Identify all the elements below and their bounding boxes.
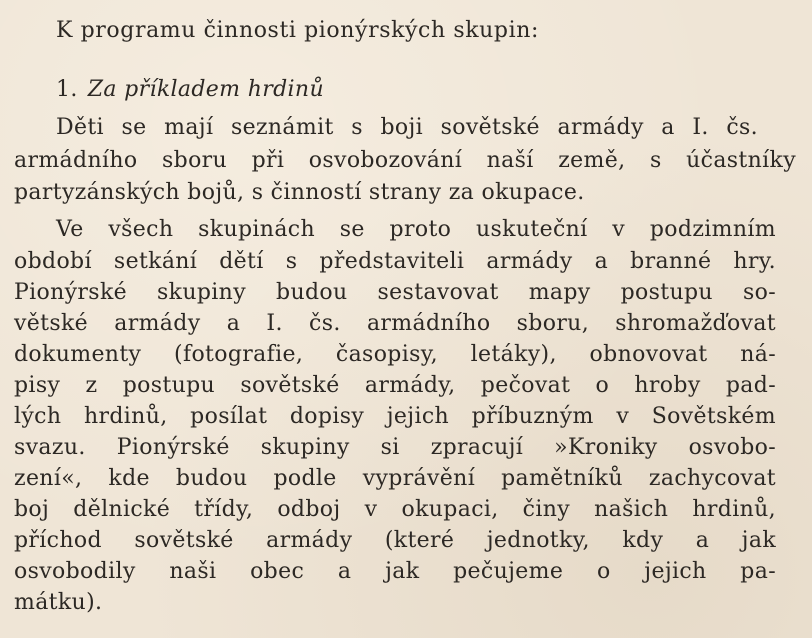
section-title [56, 75, 324, 105]
paragraph-1-line-1: Děti se mají seznámit s boji sovětské armády a I. čs. [56, 115, 758, 140]
paragraph-2-line-12: osvobodily naši obec a jak pečujeme o jejich pa- [14, 559, 776, 584]
paragraph-2-line-6: pisy z postupu sovětské armády, pečovat o hroby pad- [14, 373, 776, 398]
paragraph-2-line-11: příchod sovětské armády (které jednotky, kdy a jak [14, 528, 776, 553]
section-title-text: Za příkladem hrdinů [87, 77, 324, 102]
section-number: 1. [56, 77, 78, 102]
paragraph-2-line-4: větské armády a I. čs. armádního sboru, shromažďovat [14, 311, 776, 336]
paragraph-2-line-10: boj dělnické třídy, odboj v okupaci, činy našich hrdinů, [14, 497, 776, 522]
paragraph-1-line-2: armádního sboru při osvobozování naší země, s účastníky [14, 148, 796, 173]
paragraph-1-line-3: partyzánských bojů, s činností strany za okupace. [14, 180, 585, 205]
paragraph-2-line-3: Pionýrské skupiny budou sestavovat mapy postupu so- [14, 280, 776, 305]
paragraph-2-line-7: lých hrdinů, posílat dopisy jejich příbuzným v Sovětském [14, 404, 776, 429]
paragraph-2-line-2: období setkání dětí s představiteli armády a branné hry. [14, 249, 776, 274]
paragraph-2-line-13: mátku). [14, 590, 103, 615]
paragraph-2-line-5: dokumenty (fotografie, časopisy, letáky), obnovovat ná- [14, 342, 776, 367]
page-heading: K programu činnosti pionýrských skupin: [56, 18, 540, 43]
paragraph-2-line-8: svazu. Pionýrské skupiny si zpracují »Kroniky osvobo- [14, 435, 776, 460]
paragraph-2-line-9: zení«, kde budou podle vyprávění pamětníků zachycovat [14, 466, 776, 491]
paragraph-2-line-1: Ve všech skupinách se proto uskuteční v podzimním [56, 217, 776, 242]
